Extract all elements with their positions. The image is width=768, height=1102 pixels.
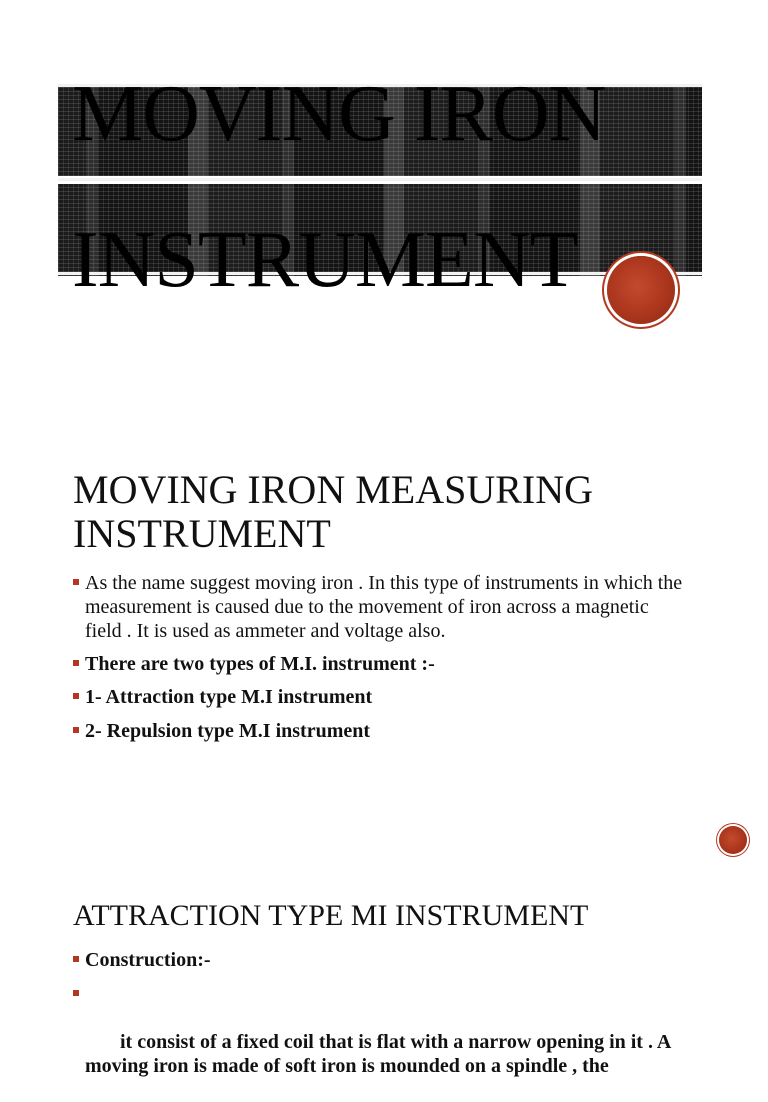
list-item: [73, 571, 683, 643]
bullet-square-icon: [73, 660, 79, 666]
slide-title: ATTRACTION TYPE MI INSTRUMENT: [73, 899, 589, 932]
bullet-square-icon: [73, 727, 79, 733]
decorative-circle-icon: [607, 256, 675, 324]
list-item: [73, 948, 683, 972]
bullet-text: 1- Attraction type M.I instrument: [85, 686, 373, 708]
bullet-square-icon: [73, 693, 79, 699]
list-item: [73, 652, 683, 676]
list-item: [73, 982, 683, 1102]
bullet-text: it consist of a fixed coil that is flat with a narrow opening in it . A moving iron is made of soft iron is mounded on a spindle , the: [85, 1031, 676, 1077]
main-title-line2: INSTRUMENT: [72, 216, 578, 304]
list-item: [73, 719, 683, 743]
band-divider: [58, 178, 702, 181]
slide-title: MOVING IRON MEASURING INSTRUMENT: [73, 467, 593, 556]
main-title-line1: MOVING IRON: [72, 70, 606, 158]
title-slide: [0, 0, 768, 400]
bullet-text: As the name suggest moving iron . In this type of instruments in which the measurement is caused due to the movement of iron across a magnetic field . It is used as ammeter and voltage also.: [85, 572, 683, 642]
decorative-circle-icon: [719, 826, 747, 854]
bullet-text: Construction:-: [85, 949, 211, 971]
list-item: [73, 685, 683, 709]
bullet-square-icon: [73, 579, 79, 585]
bullet-text: There are two types of M.I. instrument :-: [85, 653, 435, 675]
bullet-text: 2- Repulsion type M.I instrument: [85, 720, 371, 742]
bullet-square-icon: [73, 956, 79, 962]
bullet-square-icon: [73, 990, 79, 996]
